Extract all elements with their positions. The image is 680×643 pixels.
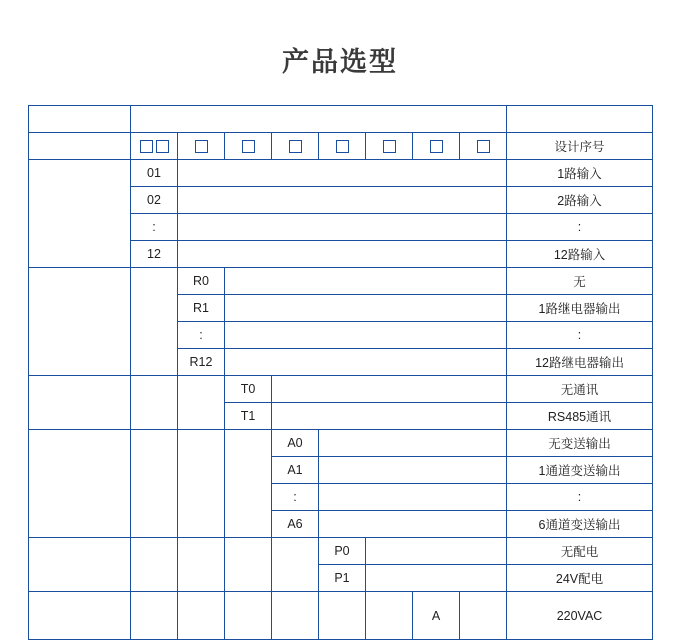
spacer-cell — [178, 376, 225, 430]
code-cell: T0 — [225, 376, 272, 403]
desc-cell: : — [507, 322, 653, 349]
table-header-row — [29, 106, 653, 133]
group-label-communication: 通讯方式 — [29, 376, 131, 430]
spacer-cell — [319, 592, 366, 640]
desc-cell: 1路输入 — [507, 160, 653, 187]
spacer-cell — [178, 214, 507, 241]
spacer-cell — [131, 592, 178, 640]
spacer-cell — [225, 295, 507, 322]
box-cell-2 — [178, 133, 225, 160]
group-label-power-distribution: 配电输出 — [29, 538, 131, 592]
code-cell: 02 — [131, 187, 178, 214]
spacer-cell — [225, 268, 507, 295]
desc-cell: 无通讯 — [507, 376, 653, 403]
desc-cell: : — [507, 214, 653, 241]
code-cell: : — [272, 484, 319, 511]
spacer-cell — [225, 538, 272, 592]
spacer-cell — [178, 187, 507, 214]
spacer-cell — [460, 592, 507, 640]
table-row — [29, 592, 653, 640]
code-cell: A — [413, 592, 460, 640]
table-row — [29, 376, 653, 403]
checkbox-icon — [366, 140, 412, 153]
box-cell-5 — [319, 133, 366, 160]
desc-cell: 2路输入 — [507, 187, 653, 214]
code-cell: R0 — [178, 268, 225, 295]
header-desc: 说 明 — [507, 106, 653, 133]
desc-cell: 无配电 — [507, 538, 653, 565]
product-selection-table — [28, 105, 653, 640]
checkbox-icon — [225, 140, 271, 153]
spacer-cell — [319, 484, 507, 511]
code-cell: P1 — [319, 565, 366, 592]
desc-cell: 无 — [507, 268, 653, 295]
spacer-cell — [319, 457, 507, 484]
table-row — [29, 160, 653, 187]
table-row — [29, 268, 653, 295]
spacer-cell — [225, 349, 507, 376]
page-title: 产品选型 — [282, 47, 398, 77]
spacer-cell — [366, 592, 413, 640]
spacer-cell — [272, 592, 319, 640]
header-model: 型 号 — [29, 106, 131, 133]
desc-cell: 12路继电器输出 — [507, 349, 653, 376]
checkbox-icon — [319, 140, 365, 153]
desc-cell: 24V配电 — [507, 565, 653, 592]
desc-cell: 220VAC — [507, 592, 653, 640]
checkbox-icon — [178, 140, 224, 153]
group-label-transmit-output: 变送输出 — [29, 430, 131, 538]
spacer-cell — [131, 376, 178, 430]
spacer-cell — [319, 511, 507, 538]
group-label-alarm-contact: 报警触点 — [29, 268, 131, 376]
spacer-cell — [178, 538, 225, 592]
box-cell-3 — [225, 133, 272, 160]
spacer-cell — [178, 592, 225, 640]
desc-cell: 设计序号 — [507, 133, 653, 160]
desc-cell: 6通道变送输出 — [507, 511, 653, 538]
box-cell-1 — [131, 133, 178, 160]
box-cell-4 — [272, 133, 319, 160]
code-cell: T1 — [225, 403, 272, 430]
model-code-cell: SIN-R5000C — [29, 133, 131, 160]
spacer-cell — [272, 538, 319, 592]
code-cell: 01 — [131, 160, 178, 187]
desc-cell: 12路输入 — [507, 241, 653, 268]
box-cell-7 — [413, 133, 460, 160]
table-body — [29, 133, 653, 640]
checkbox-icon — [272, 140, 318, 153]
spacer-cell — [366, 538, 507, 565]
spacer-cell — [225, 322, 507, 349]
spacer-cell — [272, 403, 507, 430]
table-row — [29, 538, 653, 565]
code-cell: A1 — [272, 457, 319, 484]
code-cell: R1 — [178, 295, 225, 322]
checkbox-icon — [460, 140, 506, 153]
code-cell: A0 — [272, 430, 319, 457]
spacer-cell — [178, 241, 507, 268]
spec-table-wrapper — [0, 105, 680, 640]
table-row — [29, 430, 653, 457]
checkbox-icon — [413, 140, 459, 153]
checkbox-pair-icon — [131, 140, 177, 153]
spacer-cell — [131, 430, 178, 538]
group-label-channel: 通道 — [29, 160, 131, 268]
spacer-cell — [131, 538, 178, 592]
code-cell: : — [178, 322, 225, 349]
code-cell: 12 — [131, 241, 178, 268]
spacer-cell — [131, 268, 178, 376]
desc-cell: RS485通讯 — [507, 403, 653, 430]
desc-cell: 1路继电器输出 — [507, 295, 653, 322]
spacer-cell — [272, 376, 507, 403]
code-cell: : — [131, 214, 178, 241]
spacer-cell — [319, 430, 507, 457]
spacer-cell — [225, 592, 272, 640]
spacer-cell — [178, 430, 225, 538]
spacer-cell — [225, 430, 272, 538]
spacer-cell — [178, 160, 507, 187]
desc-cell: 无变送输出 — [507, 430, 653, 457]
box-cell-8 — [460, 133, 507, 160]
desc-cell: : — [507, 484, 653, 511]
spacer-cell — [366, 565, 507, 592]
header-spec: 功能规格（SIN-R5000C无纸记录仪系列） — [131, 106, 507, 133]
table-row — [29, 133, 653, 160]
code-cell: P0 — [319, 538, 366, 565]
code-cell: R12 — [178, 349, 225, 376]
code-cell: A6 — [272, 511, 319, 538]
desc-cell: 1通道变送输出 — [507, 457, 653, 484]
box-cell-6 — [366, 133, 413, 160]
group-label-power-supply: 供电方式 — [29, 592, 131, 640]
